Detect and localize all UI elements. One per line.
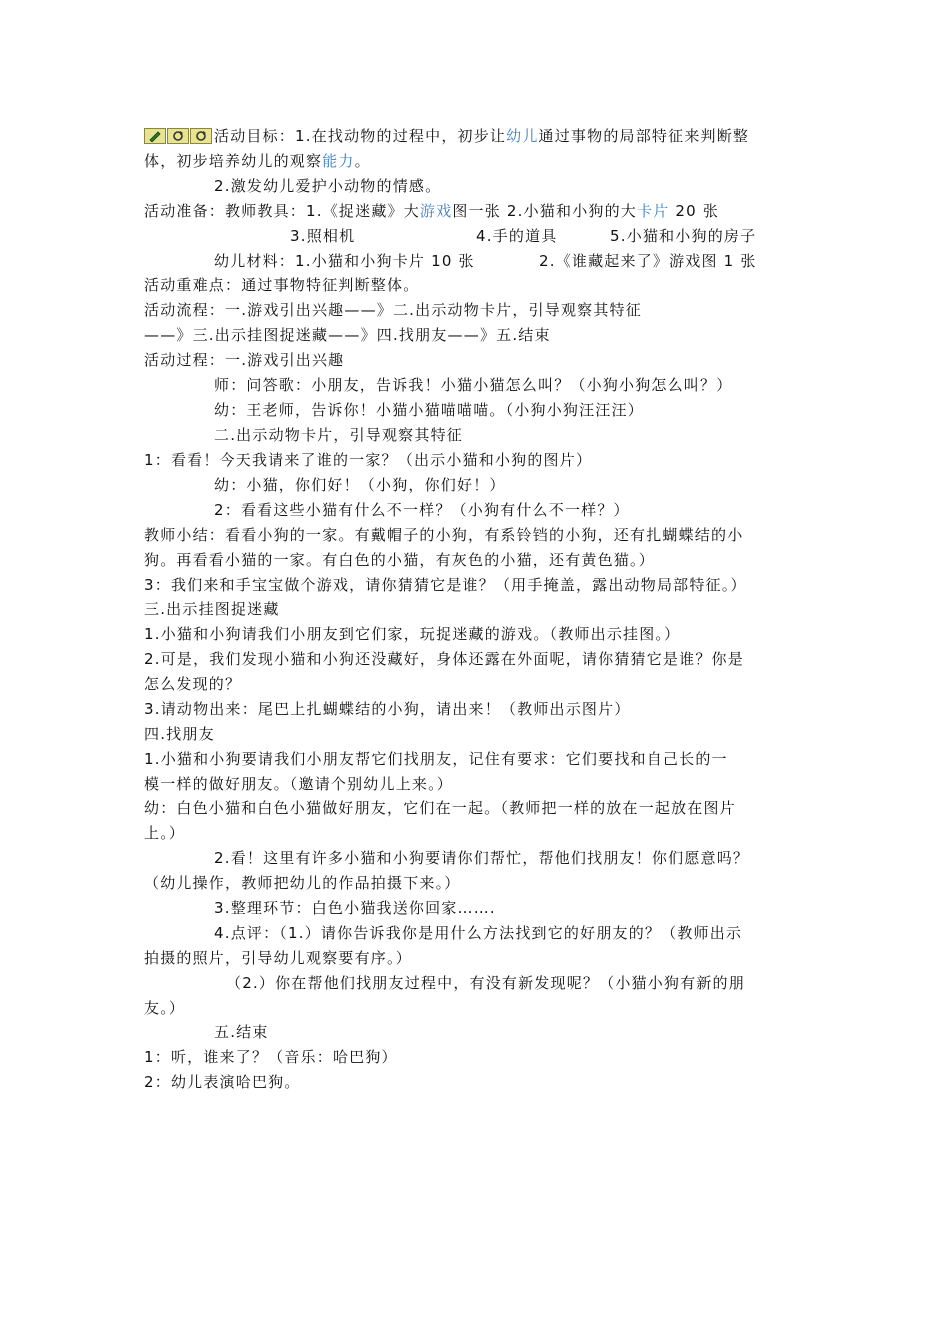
link-nengli[interactable]: 能力 [322, 152, 355, 170]
text-line: 2.看！这里有许多小猫和小狗要请你们帮忙，帮他们找朋友！你们愿意吗？ [214, 849, 750, 867]
text-line: 2：看看这些小猫有什么不一样？（小狗有什么不一样？） [214, 501, 630, 519]
text-line: 2：幼儿表演哈巴狗。 [144, 1073, 301, 1091]
text-line: 1.小猫和小狗请我们小朋友到它们家，玩捉迷藏的游戏。（教师出示挂图。） [144, 625, 681, 643]
refresh-icon[interactable] [190, 128, 212, 144]
text-line: 教师小结：看看小狗的一家。有戴帽子的小狗，有系铃铛的小狗，还有扎蝴蝶结的小 [144, 526, 744, 544]
text-line: 师：问答歌：小朋友，告诉我！小猫小猫怎么叫？（小狗小狗怎么叫？） [214, 376, 733, 394]
text-line: （幼儿操作，教师把幼儿的作品拍摄下来。） [144, 874, 461, 892]
text-line: 2.可是，我们发现小猫和小狗还没藏好，身体还露在外面呢，请你猜猜它是谁？你是 [144, 650, 744, 668]
text-line: 怎么发现的？ [144, 675, 242, 693]
prep-item-3: 3.照相机 [290, 227, 356, 245]
goal-2: 2.激发幼儿爱护小动物的情感。 [214, 177, 442, 195]
text: 通过事物的局部特征来判断整 [538, 127, 750, 145]
flow-line-2: ——》三.出示挂图捉迷藏——》四.找朋友——》五.结束 [144, 326, 551, 344]
refresh-icon[interactable] [167, 128, 189, 144]
edit-icon[interactable] [144, 128, 166, 144]
child-materials: 幼儿材料：1.小猫和小狗卡片 10 张 [214, 252, 475, 270]
preparation-line [144, 201, 719, 221]
section-heading: 三.出示挂图捉迷藏 [144, 600, 280, 618]
text-line: 3：我们来和手宝宝做个游戏，请你猜猜它是谁？（用手掩盖，露出动物局部特征。） [144, 576, 747, 594]
link-youer[interactable]: 幼儿 [506, 127, 539, 145]
text-line: 模一样的做好朋友。（邀请个别幼儿上来。） [144, 775, 454, 793]
child-materials-2: 2.《谁藏起来了》游戏图 1 张 [539, 252, 757, 270]
key-points: 活动重难点：通过事物特征判断整体。 [144, 276, 420, 294]
text-line: 1：听，谁来了？（音乐：哈巴狗） [144, 1048, 398, 1066]
text: 20 张 [669, 202, 720, 220]
flow-line-1: 活动流程：一.游戏引出兴趣——》二.出示动物卡片，引导观察其特征 [144, 301, 642, 319]
text-line: 3.整理环节：白色小猫我送你回家……. [214, 899, 496, 917]
text: 活动准备：教师教具：1.《捉迷藏》大 [144, 202, 420, 220]
prep-item-4: 4.手的道具 [476, 227, 558, 245]
text: 。 [354, 152, 371, 170]
text-line: 幼：白色小猫和白色小猫做好朋友，它们在一起。（教师把一样的放在一起放在图片 [144, 799, 736, 817]
section-heading: 四.找朋友 [144, 725, 215, 743]
link-youxi[interactable]: 游戏 [419, 202, 453, 220]
text: 体，初步培养幼儿的观察 [144, 152, 323, 170]
section-heading: 五.结束 [214, 1023, 269, 1041]
text-line: 幼：小猫，你们好！（小狗，你们好！） [214, 476, 506, 494]
text-line: 3.请动物出来：尾巴上扎蝴蝶结的小狗，请出来！（教师出示图片） [144, 700, 631, 718]
text-line: 1.小猫和小狗要请我们小朋友帮它们找朋友，记住有要求：它们要找和自己长的一 [144, 750, 728, 768]
text-line: 1：看看！今天我请来了谁的一家？（出示小猫和小狗的图片） [144, 451, 593, 469]
link-kapian[interactable]: 卡片 [637, 202, 670, 220]
activity-goal-line-2 [144, 151, 371, 171]
text-line: 狗。再看看小猫的一家。有白色的小猫，有灰色的小猫，还有黄色猫。） [144, 551, 655, 569]
text: 活动目标：1.在找动物的过程中，初步让 [214, 127, 507, 145]
text-line: 4.点评：（1.）请你告诉我你是用什么方法找到它的好朋友的？（教师出示 [214, 924, 743, 942]
text-line: 幼：王老师，告诉你！小猫小猫喵喵喵。（小狗小狗汪汪汪） [214, 401, 644, 419]
text: 图一张 2.小猫和小狗的大 [452, 202, 638, 220]
text-line: （2.）你在帮他们找朋友过程中，有没有新发现呢？（小猫小狗有新的朋 [226, 974, 745, 992]
text-line: 友。） [144, 999, 186, 1017]
toolbar-icons [144, 128, 213, 149]
text-line: 上。） [144, 824, 186, 842]
section-heading: 二.出示动物卡片，引导观察其特征 [214, 426, 463, 444]
process-heading: 活动过程：一.游戏引出兴趣 [144, 351, 345, 369]
text-line: 拍摄的照片，引导幼儿观察要有序。） [144, 949, 412, 967]
activity-goal-line-1 [144, 126, 749, 149]
prep-item-5: 5.小猫和小狗的房子 [610, 227, 757, 245]
